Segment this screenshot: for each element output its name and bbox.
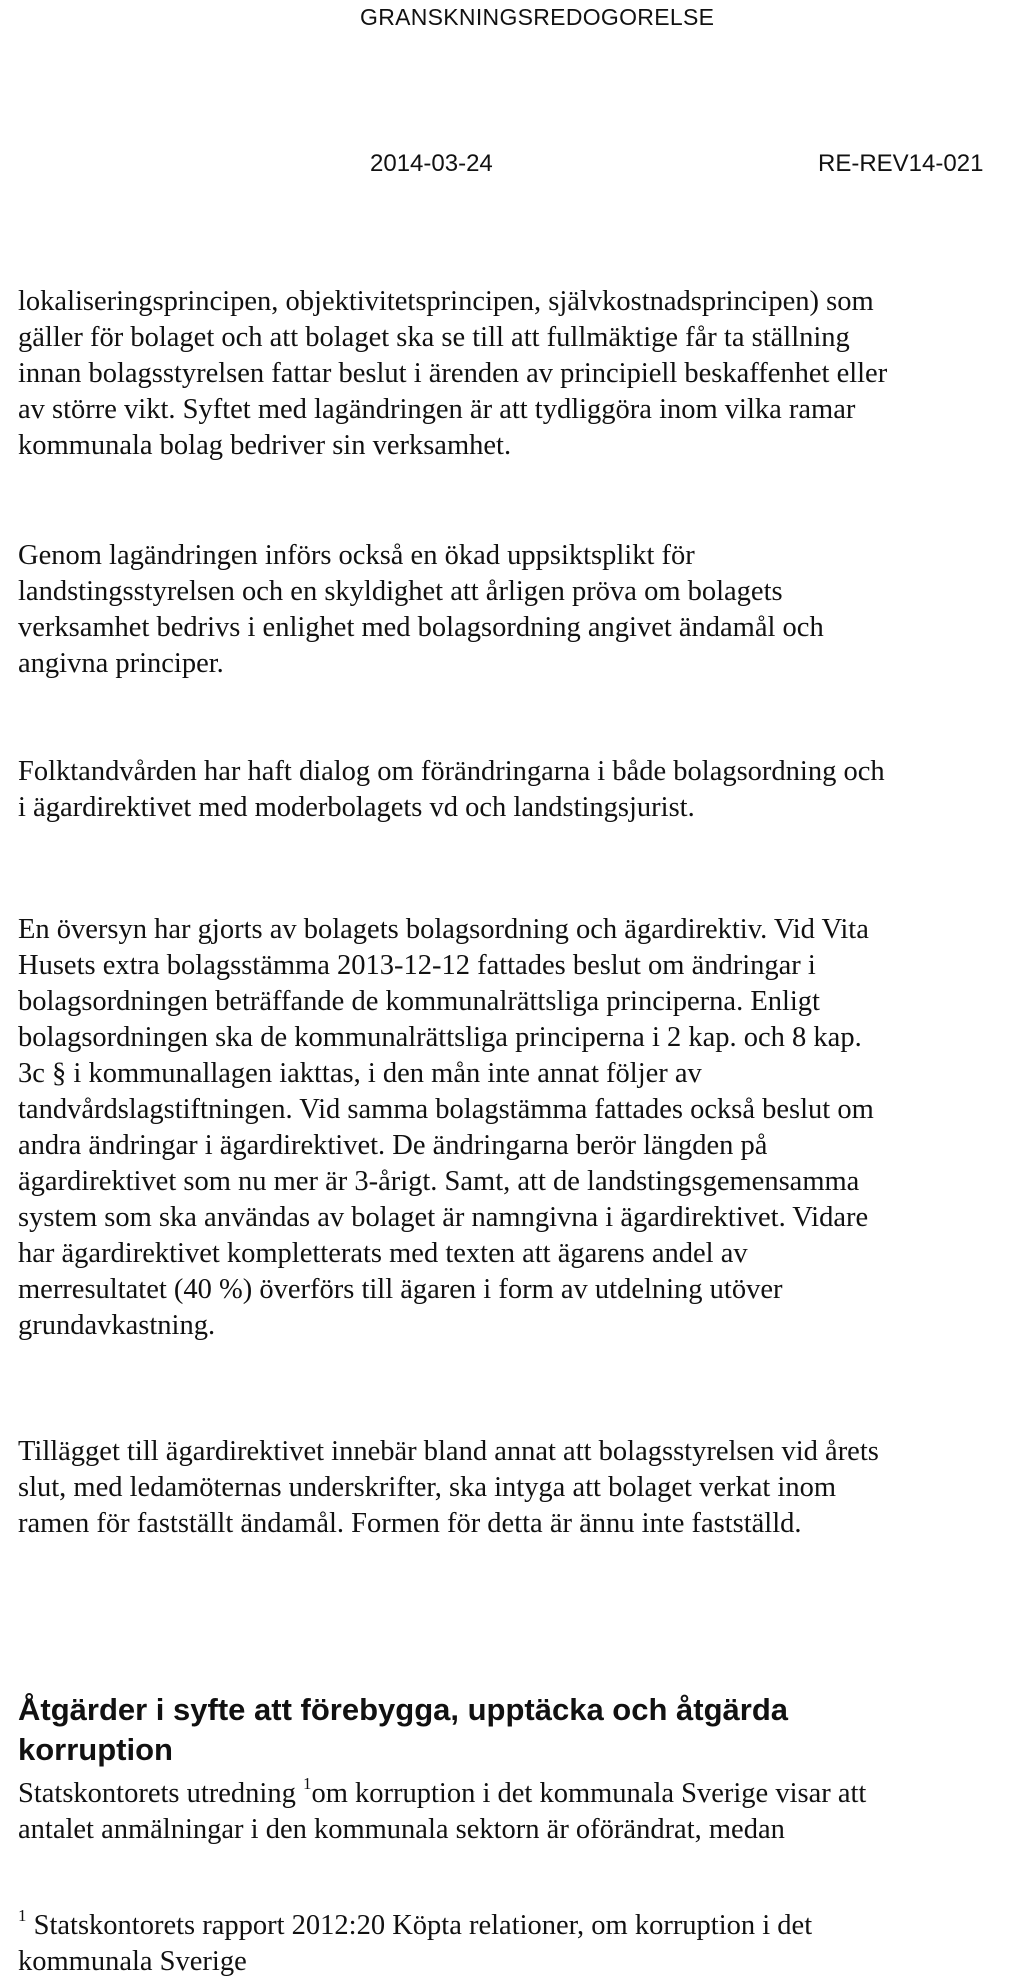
text-line: andra ändringar i ägardirektivet. De ändringarna berör längden på xyxy=(18,1130,768,1161)
text-line: verksamhet bedrivs i enlighet med bolagsordning angivet ändamål och xyxy=(18,612,824,643)
text-line: En översyn har gjorts av bolagets bolagsordning och ägardirektiv. Vid Vita xyxy=(18,914,869,945)
text-line: lokaliseringsprincipen, objektivitetsprincipen, självkostnadsprincipen) som xyxy=(18,286,874,317)
paragraph-1 xyxy=(18,284,1018,464)
document-reference: RE-REV14-021 xyxy=(818,150,984,177)
text-line: av större vikt. Syftet med lagändringen är att tydliggöra inom vilka ramar xyxy=(18,394,856,425)
text-line: slut, med ledamöternas underskrifter, ska intyga att bolaget verkat inom xyxy=(18,1472,836,1503)
text-line: system som ska användas av bolaget är namngivna i ägardirektivet. Vidare xyxy=(18,1202,869,1233)
text-line: grundavkastning. xyxy=(18,1310,216,1341)
text-line xyxy=(18,1776,1018,1812)
text-line: har ägardirektivet kompletterats med texten att ägarens andel av xyxy=(18,1238,748,1269)
footnote-text: Statskontorets rapport 2012:20 Köpta relationer, om korruption i det xyxy=(26,1910,813,1941)
document-title: GRANSKNINGSREDOGORELSE xyxy=(360,4,715,30)
text-line: angivna principer. xyxy=(18,648,224,679)
text-line: bolagsordningen beträffande de kommunalrättsliga principerna. Enligt xyxy=(18,986,820,1017)
text-line: gäller för bolaget och att bolaget ska se till att fullmäktige får ta ställning xyxy=(18,322,850,353)
footnote-line xyxy=(18,1908,1018,1944)
text-line: merresultatet (40 %) överförs till ägaren i form av utdelning utöver xyxy=(18,1274,783,1305)
text-line: bolagsordningen ska de kommunalrättsliga principerna i 2 kap. och 8 kap. xyxy=(18,1022,862,1053)
text-line: Husets extra bolagsstämma 2013-12-12 fattades beslut om ändringar i xyxy=(18,950,816,981)
text-line: ramen för fastställt ändamål. Formen för detta är ännu inte fastställd. xyxy=(18,1508,802,1539)
paragraph-2 xyxy=(18,538,1018,682)
paragraph-4 xyxy=(18,912,1018,1344)
text-line: tandvårdslagstiftningen. Vid samma bolagstämma fattades också beslut om xyxy=(18,1094,874,1125)
footnote-line: kommunala Sverige xyxy=(18,1946,247,1977)
document-date: 2014-03-24 xyxy=(370,150,493,177)
section-body xyxy=(18,1776,1018,1848)
body-text: om korruption i det kommunala Sverige visar att xyxy=(311,1778,867,1809)
footnote-number: 1 xyxy=(18,1906,27,1925)
text-line: Genom lagändringen införs också en ökad uppsiktsplikt för xyxy=(18,540,695,571)
text-line: 3c § i kommunallagen iakttas, i den mån inte annat följer av xyxy=(18,1058,702,1089)
text-line: i ägardirektivet med moderbolagets vd och landstingsjurist. xyxy=(18,792,695,823)
body-text: Statskontorets utredning xyxy=(18,1778,303,1809)
section-heading xyxy=(18,1690,788,1770)
text-line: innan bolagsstyrelsen fattar beslut i ärenden av principiell beskaffenhet eller xyxy=(18,358,888,389)
text-line: kommunala bolag bedriver sin verksamhet. xyxy=(18,430,512,461)
text-line: antalet anmälningar i den kommunala sektorn är oförändrat, medan xyxy=(18,1814,785,1845)
text-line: Tillägget till ägardirektivet innebär bland annat att bolagsstyrelsen vid årets xyxy=(18,1436,879,1467)
footnote-reference[interactable]: 1 xyxy=(302,1774,312,1793)
text-line: Folktandvården har haft dialog om förändringarna i både bolagsordning och xyxy=(18,756,885,787)
heading-line: korruption xyxy=(18,1732,173,1767)
paragraph-5 xyxy=(18,1434,1018,1542)
text-line: landstingsstyrelsen och en skyldighet att årligen pröva om bolagets xyxy=(18,576,783,607)
text-line: ägardirektivet som nu mer är 3-årigt. Samt, att de landstingsgemensamma xyxy=(18,1166,860,1197)
heading-line: Åtgärder i syfte att förebygga, upptäcka och åtgärda xyxy=(18,1692,789,1727)
paragraph-3 xyxy=(18,754,1018,826)
footnote xyxy=(18,1908,1018,1980)
